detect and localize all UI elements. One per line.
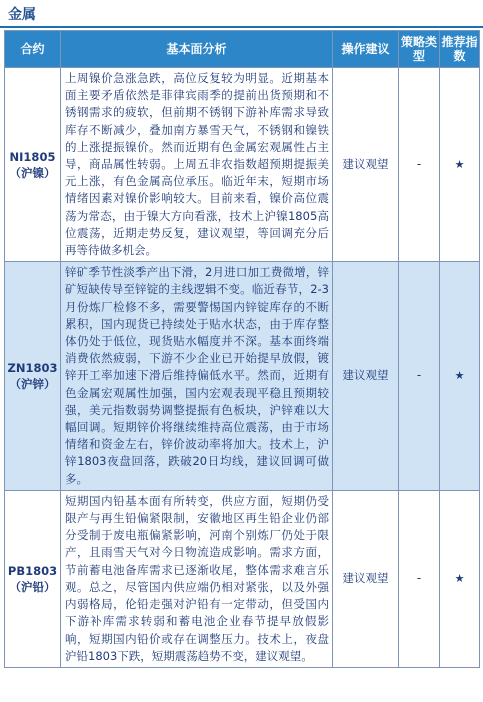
strategy-type-cell: -: [399, 68, 440, 262]
contract-name: （沪铅）: [9, 579, 56, 594]
contract-name: （沪锌）: [9, 377, 56, 392]
table-header-row: [5, 31, 480, 68]
contract-code: NI1805: [9, 149, 56, 164]
futures-table: [4, 30, 480, 668]
contract-cell: [5, 490, 61, 667]
section-title: 金属: [8, 7, 36, 23]
title-divider: [0, 26, 483, 28]
table-row: [5, 262, 480, 491]
strategy-type-cell: -: [399, 490, 440, 667]
analysis-cell: 上周镍价急涨急跌，高位反复较为明显。近期基本面主要矛盾依然是菲律宾雨季的提前出货预期和不锈钢需求的疲软，但前期不锈钢下游补库需求导致库存不断减少，叠加南方暴雪天气，不锈钢和镍铁的上涨提振镍价。然而近期有色金属宏观属性占主导，商品属性转弱。上周五非农指数超预期提振美元上涨，有色金属高位承压。临近年末，短期市场情绪因素对镍价影响较大。目前来看，镍价高位震荡为常态，由于镍大方向看涨，技术上沪镍1805高位震荡，近期走势反复，建议观望，等回调充分后再等待做多机会。: [61, 68, 333, 262]
analysis-cell: 锌矿季节性淡季产出下滑，2月进口加工费微增，锌矿短缺传导至锌锭的主线逻辑不变。临近春节，2-3月份炼厂检修不多，需要警惕国内锌锭库存的不断累积，国内现货已持续处于贴水状态，由于库存整体仍处于低位，现货贴水幅度并不深。基本面终端消费依然疲弱，下游不少企业已开始提早放假，镀锌开工率加速下滑后维持偏低水平。然而，近期有色金属宏观属性加强，国内宏观表现平稳且预期较强，美元指数弱势调整提振有色板块，沪锌难以大幅回调。短期锌价将继续维持高位震荡，由于市场情绪和资金左右，锌价波动率将加大。技术上，沪锌1803夜盘回落，跌破20日均线，建议回调可做多。: [61, 262, 333, 491]
header-contract: 合约: [5, 31, 61, 68]
header-operation: 操作建议: [333, 31, 399, 68]
operation-cell: 建议观望: [333, 68, 399, 262]
header-rating: 推荐指数: [440, 31, 480, 68]
analysis-cell: 短期国内铅基本面有所转变，供应方面，短期仍受限产与再生铅偏紧限制，安徽地区再生铅企业仍部分受制于废电瓶偏紧影响，河南个别炼厂仍处于限产，且雨雪天气对今日物流造成影响。需求方面，节前蓄电池备库需求已逐渐收尾，整体需求难言乐观。总之，尽管国内供应端仍相对紧张，以及外强内弱格局，伦铅走强对沪铅有一定带动，但受国内下游补库需求转弱和蓄电池企业春节提早放假影响，短期国内铅价或存在调整压力。技术上，夜盘沪铅1803下跌，短期震荡趋势不变，建议观望。: [61, 490, 333, 667]
contract-code: PB1803: [7, 563, 58, 578]
rating-star-icon: ★: [440, 490, 480, 667]
operation-cell: 建议观望: [333, 490, 399, 667]
contract-name: （沪镍）: [9, 165, 56, 180]
header-analysis: 基本面分析: [61, 31, 333, 68]
contract-code: ZN1803: [7, 361, 58, 376]
contract-cell: [5, 68, 61, 262]
header-strategy-type: 策略类型: [399, 31, 440, 68]
table-row: [5, 68, 480, 262]
operation-cell: 建议观望: [333, 262, 399, 491]
table-row: [5, 490, 480, 667]
rating-star-icon: ★: [440, 68, 480, 262]
strategy-type-cell: -: [399, 262, 440, 491]
rating-star-icon: ★: [440, 262, 480, 491]
contract-cell: [5, 262, 61, 491]
